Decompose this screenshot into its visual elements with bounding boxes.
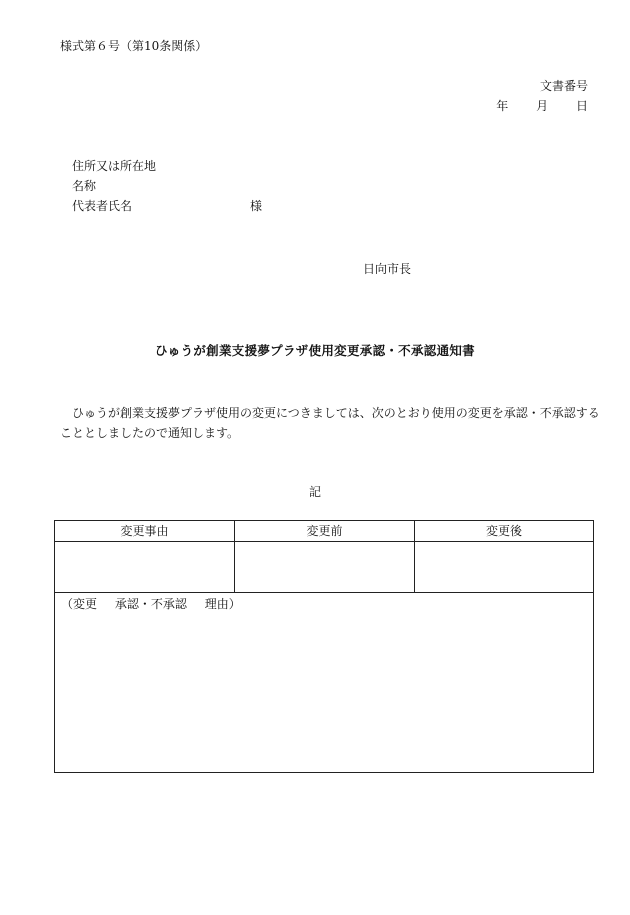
reason-label-part-2: 承認・不承認 <box>114 597 187 611</box>
date-day-label: 日 <box>575 99 588 113</box>
form-number: 様式第６号（第10条関係） <box>60 39 208 53</box>
body-line-1: ひゅうが創業支援夢プラザ使用の変更につきましては、次のとおり使用の変更を承認・不承認する <box>72 406 600 420</box>
date-year-label: 年 <box>496 99 509 113</box>
cell-change-reason <box>55 542 235 592</box>
honorific-label: 様 <box>250 199 263 213</box>
body-line-2: こととしましたので通知します。 <box>60 426 240 440</box>
address-label: 住所又は所在地 <box>72 159 157 173</box>
change-table <box>54 520 594 773</box>
reason-label-part-1: （変更 <box>61 597 98 611</box>
document-title: ひゅうが創業支援夢プラザ使用変更承認・不承認通知書 <box>154 343 475 358</box>
header-before-change: 変更前 <box>235 521 415 541</box>
approval-reason-cell <box>55 593 593 772</box>
sender-label: 日向市長 <box>363 262 412 276</box>
document-number-label: 文書番号 <box>539 79 588 93</box>
approval-reason-label <box>61 597 241 611</box>
ki-heading: 記 <box>308 485 321 499</box>
table-body-row <box>55 542 593 593</box>
header-after-change: 変更後 <box>485 524 522 538</box>
cell-before-change <box>235 542 415 592</box>
table-header-row <box>55 521 593 542</box>
body-paragraph <box>60 403 600 443</box>
addressee-block <box>72 159 156 219</box>
name-label: 名称 <box>72 179 97 193</box>
date-line <box>496 99 588 113</box>
reason-label-part-3: 理由） <box>204 597 241 611</box>
representative-label: 代表者氏名 <box>72 199 133 213</box>
header-change-reason: 変更事由 <box>55 521 235 541</box>
cell-after-change <box>415 542 593 592</box>
date-month-label: 月 <box>536 99 549 113</box>
